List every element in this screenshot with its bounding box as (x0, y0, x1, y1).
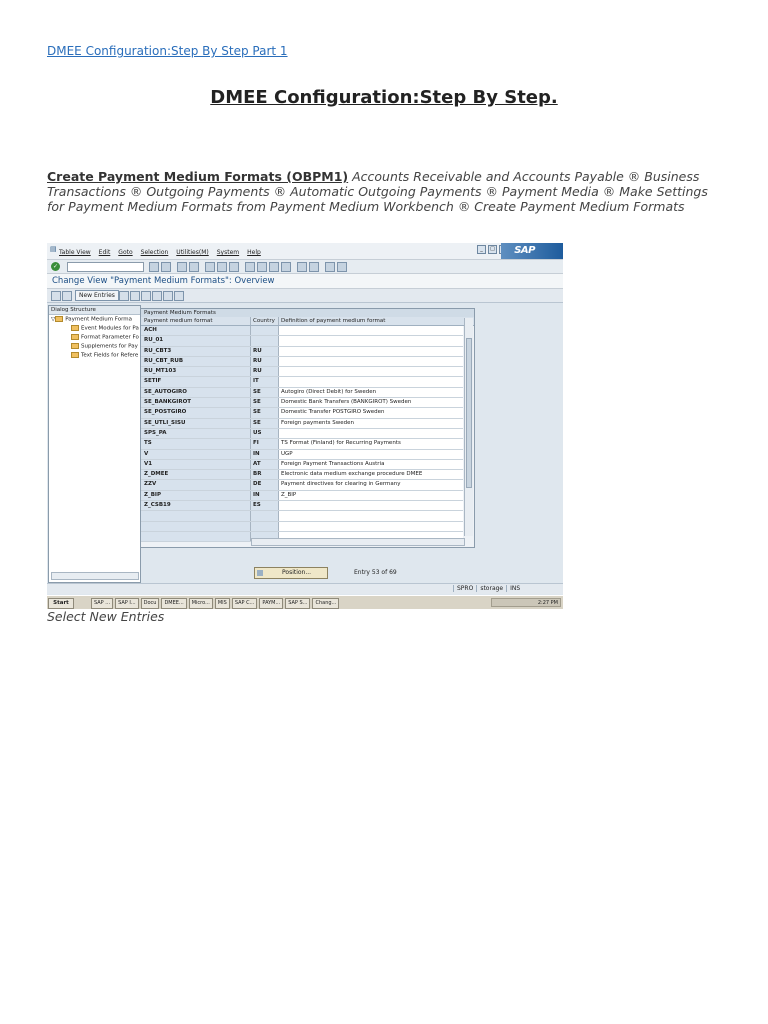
cell-format[interactable]: SE_BANKGIROT (141, 398, 251, 407)
layout-icon[interactable] (337, 262, 347, 272)
status-transaction: SPRO (453, 585, 473, 592)
enter-icon[interactable]: ✓ (52, 263, 59, 270)
cell-format[interactable]: RU_MT103 (141, 367, 251, 376)
table-row[interactable] (141, 377, 463, 387)
cell-definition[interactable] (279, 429, 463, 438)
system-menu-icon[interactable]: ▤ (50, 245, 57, 253)
table-caption: Payment Medium Formats (141, 309, 474, 317)
cell-country[interactable]: FI (251, 439, 279, 448)
cell-country[interactable]: SE (251, 408, 279, 417)
table-row[interactable] (141, 522, 463, 532)
tree-node-text-fields[interactable]: Text Fields for Refere (71, 352, 138, 359)
taskbar-button[interactable]: DMEE... (161, 598, 186, 609)
entry-counter: Entry 53 of 69 (354, 569, 397, 576)
cell-format[interactable]: V1 (141, 460, 251, 469)
sap-logo: SAP (501, 243, 563, 259)
cell-definition[interactable]: Domestic Transfer POSTGIRO Sweden (279, 408, 463, 417)
cell-country[interactable]: RU (251, 367, 279, 376)
cell-country[interactable]: IN (251, 491, 279, 500)
table-row[interactable] (141, 511, 463, 521)
cell-definition[interactable]: UGP (279, 450, 463, 459)
help-icon[interactable] (325, 262, 335, 272)
taskbar-button[interactable]: SAP S... (285, 598, 310, 609)
menu-edit[interactable]: Edit (98, 249, 111, 256)
cell-definition[interactable]: Payment directives for clearing in Germany (279, 480, 463, 489)
sap-screenshot (47, 243, 563, 609)
scroll-thumb[interactable] (466, 338, 472, 488)
exit-icon[interactable] (177, 262, 187, 272)
table-row[interactable] (141, 491, 463, 501)
cell-format[interactable]: SE_AUTOGIRO (141, 388, 251, 397)
cell-format[interactable]: Z_DMEE (141, 470, 251, 479)
cell-country[interactable] (251, 326, 279, 335)
find-next-icon[interactable] (229, 262, 239, 272)
payment-formats-table (140, 308, 475, 548)
cell-format[interactable]: V (141, 450, 251, 459)
menu-list (59, 249, 261, 256)
cell-definition[interactable]: Domestic Bank Transfers (BANKGIROT) Sweden (279, 398, 463, 407)
cell-country[interactable]: AT (251, 460, 279, 469)
menu-goto[interactable]: Goto (118, 249, 133, 256)
find-icon[interactable] (217, 262, 227, 272)
application-toolbar (47, 289, 563, 303)
position-button[interactable]: Position... (254, 567, 328, 579)
cell-format[interactable]: ZZV (141, 480, 251, 489)
cell-country[interactable]: SE (251, 419, 279, 428)
command-field[interactable] (67, 262, 144, 272)
start-button[interactable]: Start (48, 598, 74, 609)
cell-country[interactable]: US (251, 429, 279, 438)
cell-country[interactable] (251, 336, 279, 345)
cell-definition[interactable] (279, 347, 463, 356)
copy-as-icon[interactable] (119, 291, 129, 301)
cell-format[interactable]: SE_POSTGIRO (141, 408, 251, 417)
column-header-format[interactable]: Payment medium format (141, 317, 251, 325)
new-session-icon[interactable] (297, 262, 307, 272)
cell-format[interactable]: Z_CSB19 (141, 501, 251, 510)
figure-caption: Select New Entries (47, 609, 165, 624)
tree-node-payment-medium-formats[interactable]: ▽ Payment Medium Forma (51, 316, 133, 323)
cell-definition[interactable] (279, 336, 463, 345)
taskbar-button[interactable]: PAYM... (259, 598, 283, 609)
cell-format[interactable] (141, 532, 251, 541)
table-header (141, 317, 474, 326)
menu-selection[interactable]: Selection (140, 249, 169, 256)
cell-definition[interactable]: TS Format (Finland) for Recurring Payments (279, 439, 463, 448)
dialog-structure-panel (48, 305, 141, 583)
table-row[interactable] (141, 439, 463, 449)
cell-format[interactable] (141, 522, 251, 531)
cell-format[interactable]: RU_CBT_RUB (141, 357, 251, 366)
table-row[interactable] (141, 326, 463, 336)
table-row[interactable] (141, 460, 463, 470)
sap-menu-bar (47, 243, 563, 260)
select-block-icon[interactable] (163, 291, 173, 301)
system-tray-clock: 2:27 PM (491, 598, 561, 607)
cell-format[interactable]: ACH (141, 326, 251, 335)
cell-country[interactable]: BR (251, 470, 279, 479)
column-header-definition[interactable]: Definition of payment medium format (279, 317, 474, 325)
table-row[interactable] (141, 367, 463, 377)
taskbar-buttons (91, 598, 339, 609)
last-page-icon[interactable] (281, 262, 291, 272)
windows-taskbar (47, 595, 563, 609)
cell-definition[interactable] (279, 522, 463, 531)
status-mode: INS (506, 585, 520, 592)
print-icon[interactable] (205, 262, 215, 272)
folder-icon (71, 334, 79, 340)
cell-format[interactable] (141, 511, 251, 520)
table-row[interactable] (141, 357, 463, 367)
cell-definition[interactable] (279, 367, 463, 376)
minimize-icon[interactable]: _ (477, 245, 486, 254)
previous-page-icon[interactable] (257, 262, 267, 272)
standard-toolbar-icons (149, 262, 347, 272)
cell-format[interactable]: SE_UTLI_SISU (141, 419, 251, 428)
folder-icon (71, 343, 79, 349)
table-row[interactable] (141, 480, 463, 490)
delete-icon[interactable] (130, 291, 140, 301)
screen-title-bar (47, 274, 563, 289)
tree-node-event-modules[interactable]: Event Modules for Pa (71, 325, 139, 332)
screen-title: Change View "Payment Medium Formats": Overview (52, 276, 275, 286)
taskbar-button[interactable]: Chang... (312, 598, 339, 609)
table-row[interactable] (141, 470, 463, 480)
cell-definition[interactable] (279, 501, 463, 510)
select-all-icon[interactable] (152, 291, 162, 301)
display-change-icon[interactable] (51, 291, 61, 301)
folder-icon (71, 325, 79, 331)
standard-toolbar (47, 260, 563, 274)
cell-format[interactable]: SPS_PA (141, 429, 251, 438)
deselect-all-icon[interactable] (174, 291, 184, 301)
taskbar-button[interactable]: MIS (215, 598, 230, 609)
cell-format[interactable]: RU_01 (141, 336, 251, 345)
cell-definition[interactable]: Electronic data medium exchange procedure DMEE (279, 470, 463, 479)
other-view-icon[interactable] (62, 291, 72, 301)
cell-country[interactable]: IN (251, 450, 279, 459)
taskbar-button[interactable]: SAP I... (115, 598, 139, 609)
undo-change-icon[interactable] (141, 291, 151, 301)
cell-country[interactable]: ES (251, 501, 279, 510)
transaction-heading: Create Payment Medium Formats (OBPM1) (47, 169, 349, 184)
cancel-icon[interactable] (189, 262, 199, 272)
table-row[interactable] (141, 336, 463, 346)
position-icon (257, 570, 263, 576)
folder-open-icon (55, 316, 63, 322)
cell-country[interactable]: IT (251, 377, 279, 386)
maximize-icon[interactable]: □ (488, 245, 497, 254)
table-horizontal-scrollbar[interactable] (251, 538, 465, 546)
table-body (141, 326, 463, 536)
taskbar-button[interactable]: Docu (141, 598, 160, 609)
cell-format[interactable]: TS (141, 439, 251, 448)
cell-definition[interactable] (279, 377, 463, 386)
shortcut-icon[interactable] (309, 262, 319, 272)
tree-node-supplements[interactable]: Supplements for Pay (71, 343, 138, 350)
back-icon[interactable] (161, 262, 171, 272)
taskbar-button[interactable]: SAP ... (91, 598, 113, 609)
table-row[interactable] (141, 429, 463, 439)
new-entries-button[interactable]: New Entries (75, 290, 119, 301)
cell-format[interactable]: Z_BIP (141, 491, 251, 500)
column-header-country[interactable]: Country (251, 317, 279, 325)
cell-definition[interactable] (279, 357, 463, 366)
menu-table-view[interactable]: Table View (59, 249, 91, 256)
taskbar-button[interactable]: SAP C... (232, 598, 258, 609)
menu-path-text: Accounts Receivable and Accounts Payable ® Business Transactions ® Outgoing Payments ® Automatic Outgoing Payments ® Payment Media ® Make Settings for Payment Medium Formats from Payment Medium Workbench ® Create Payment Medium Formats (47, 169, 708, 214)
cell-country[interactable] (251, 522, 279, 531)
taskbar-button[interactable]: Micro... (189, 598, 213, 609)
table-vertical-scrollbar[interactable] (464, 318, 473, 536)
menu-help[interactable]: Help (247, 249, 261, 256)
tree-node-format-parameters[interactable]: Format Parameter Fo (71, 334, 139, 341)
table-row[interactable] (141, 419, 463, 429)
top-link[interactable]: DMEE Configuration:Step By Step Part 1 (47, 44, 288, 58)
cell-country[interactable]: SE (251, 388, 279, 397)
cell-format[interactable]: RU_CBT3 (141, 347, 251, 356)
cell-country[interactable] (251, 511, 279, 520)
cell-country[interactable]: RU (251, 347, 279, 356)
status-fields (453, 585, 520, 592)
status-server: storage (476, 585, 503, 592)
cell-country[interactable]: RU (251, 357, 279, 366)
table-row[interactable] (141, 408, 463, 418)
table-row[interactable] (141, 501, 463, 511)
dialog-structure-title: Dialog Structure (49, 306, 140, 315)
cell-definition[interactable]: Autogiro (Direct Debit) for Sweden (279, 388, 463, 397)
next-page-icon[interactable] (269, 262, 279, 272)
table-row[interactable] (141, 398, 463, 408)
cell-definition[interactable]: Z_BIP (279, 491, 463, 500)
cell-definition[interactable]: Foreign payments Sweden (279, 419, 463, 428)
first-page-icon[interactable] (245, 262, 255, 272)
menu-system[interactable]: System (216, 249, 240, 256)
intro-paragraph (47, 169, 727, 214)
folder-icon (71, 352, 79, 358)
cell-definition[interactable]: Foreign Payment Transactions Austria (279, 460, 463, 469)
cell-country[interactable]: DE (251, 480, 279, 489)
cell-format[interactable]: SETIF (141, 377, 251, 386)
page-title: DMEE Configuration:Step By Step. (210, 87, 558, 108)
table-row[interactable] (141, 450, 463, 460)
table-row[interactable] (141, 347, 463, 357)
cell-definition[interactable] (279, 511, 463, 520)
status-bar (47, 583, 563, 594)
cell-definition[interactable] (279, 326, 463, 335)
save-icon[interactable] (149, 262, 159, 272)
cell-country[interactable]: SE (251, 398, 279, 407)
dialog-horizontal-scrollbar[interactable] (51, 572, 139, 580)
menu-utilities[interactable]: Utilities(M) (176, 249, 209, 256)
table-row[interactable] (141, 388, 463, 398)
